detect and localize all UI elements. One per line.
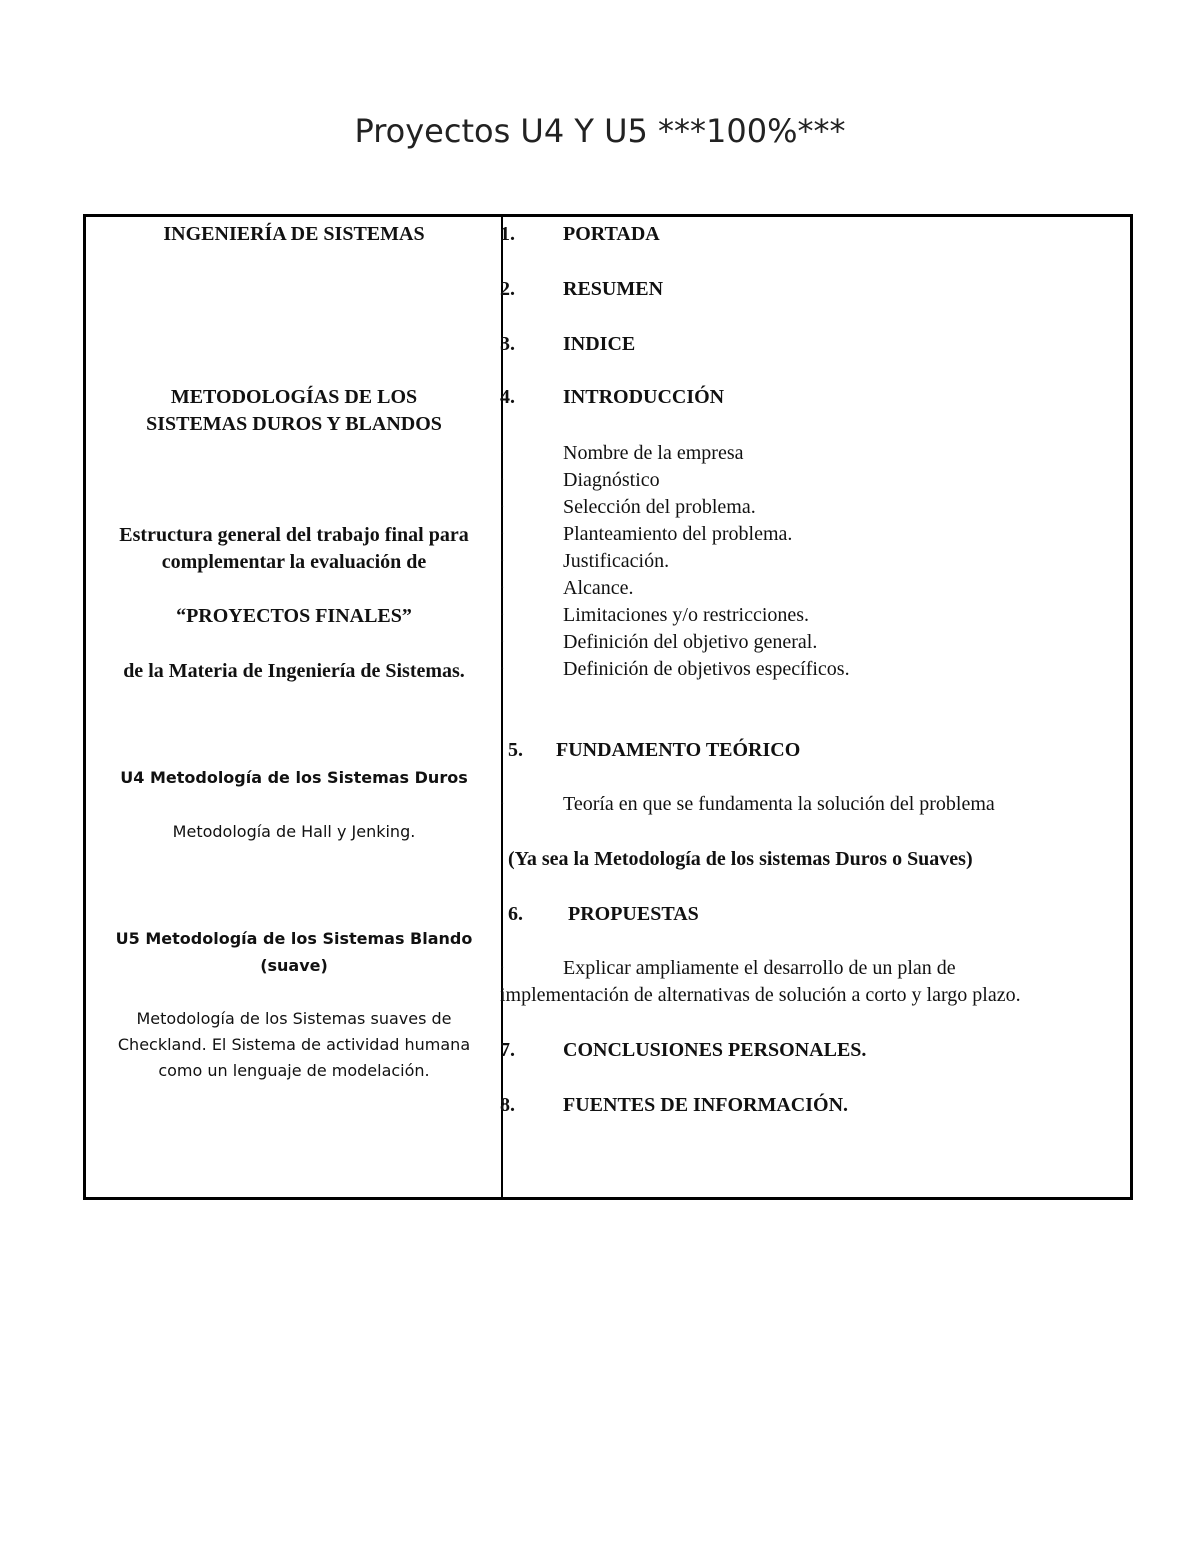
section-label: PORTADA — [563, 223, 660, 245]
bullet-icon: · — [500, 961, 505, 976]
section-label: FUENTES DE INFORMACIÓN. — [563, 1094, 849, 1116]
bullet-icon: · — [500, 797, 505, 812]
section-number: 8. — [500, 1094, 515, 1116]
intro-item-text: Limitaciones y/o restricciones. — [563, 604, 810, 626]
intro-item-text: Selección del problema. — [563, 496, 756, 518]
intro-item-text: Diagnóstico — [563, 469, 660, 491]
section-number: 3. — [500, 333, 515, 355]
section-number: 4. — [500, 386, 515, 408]
intro-item-text: Alcance. — [563, 577, 634, 599]
proyectos-finales-label: “PROYECTOS FINALES” — [176, 605, 412, 627]
materia-label: de la Materia de Ingeniería de Sistemas. — [123, 660, 465, 682]
u5-text-line3: como un lenguaje de modelación. — [158, 1061, 430, 1080]
propuestas-line2: implementación de alternativas de solución a corto y largo plazo. — [500, 984, 1021, 1006]
section-label: PROPUESTAS — [568, 903, 699, 925]
bullet-icon: · — [500, 446, 505, 461]
section-number: 6. — [508, 903, 523, 925]
intro-item-text: Nombre de la empresa — [563, 442, 744, 464]
u5-text-line2: Checkland. El Sistema de actividad humana — [117, 1035, 471, 1054]
fundamento-item-text: Teoría en que se fundamenta la solución del problema — [563, 793, 995, 815]
estructura-line1: Estructura general del trabajo final para — [119, 524, 469, 546]
bullet-icon: · — [500, 527, 505, 542]
intro-item-text: Definición del objetivo general. — [563, 631, 818, 653]
intro-item-text: Justificación. — [563, 550, 670, 572]
section-number: 2. — [500, 278, 515, 300]
section-number: 7. — [500, 1039, 515, 1061]
propuestas-line1: Explicar ampliamente el desarrollo de un plan de — [563, 957, 956, 979]
intro-item-text: Definición de objetivos específicos. — [563, 658, 850, 680]
fundamento-note: (Ya sea la Metodología de los sistemas Duros o Suaves) — [508, 848, 973, 870]
page-title: Proyectos U4 Y U5 ***100%*** — [354, 112, 846, 150]
content-table — [83, 214, 1133, 1200]
methodology-title-line1: METODOLOGÍAS DE LOS — [170, 386, 418, 408]
section-number: 1. — [500, 223, 515, 245]
section-number: 5. — [508, 739, 523, 761]
bullet-icon: · — [500, 554, 505, 569]
section-label: CONCLUSIONES PERSONALES. — [563, 1039, 867, 1061]
bullet-icon: · — [500, 581, 505, 596]
section-label: INTRODUCCIÓN — [563, 386, 725, 408]
bullet-icon: · — [500, 473, 505, 488]
u5-text-line1: Metodología de los Sistemas suaves de — [136, 1009, 452, 1028]
u4-title: U4 Metodología de los Sistemas Duros — [120, 768, 468, 787]
bullet-icon: · — [500, 500, 505, 515]
bullet-icon: · — [500, 608, 505, 623]
bullet-icon: · — [500, 662, 505, 677]
section-label: RESUMEN — [563, 278, 664, 300]
intro-item-text: Planteamiento del problema. — [563, 523, 793, 545]
bullet-icon: · — [500, 635, 505, 650]
estructura-line2: complementar la evaluación de — [161, 551, 427, 573]
section-label: INDICE — [563, 333, 636, 355]
methodology-title-line2: SISTEMAS DUROS Y BLANDOS — [146, 413, 442, 435]
u5-title-line1: U5 Metodología de los Sistemas Blando — [115, 929, 473, 948]
left-heading: INGENIERÍA DE SISTEMAS — [163, 223, 425, 245]
u5-title-line2: (suave) — [260, 956, 328, 975]
section-label: FUNDAMENTO TEÓRICO — [556, 739, 801, 761]
u4-text: Metodología de Hall y Jenking. — [172, 822, 416, 841]
